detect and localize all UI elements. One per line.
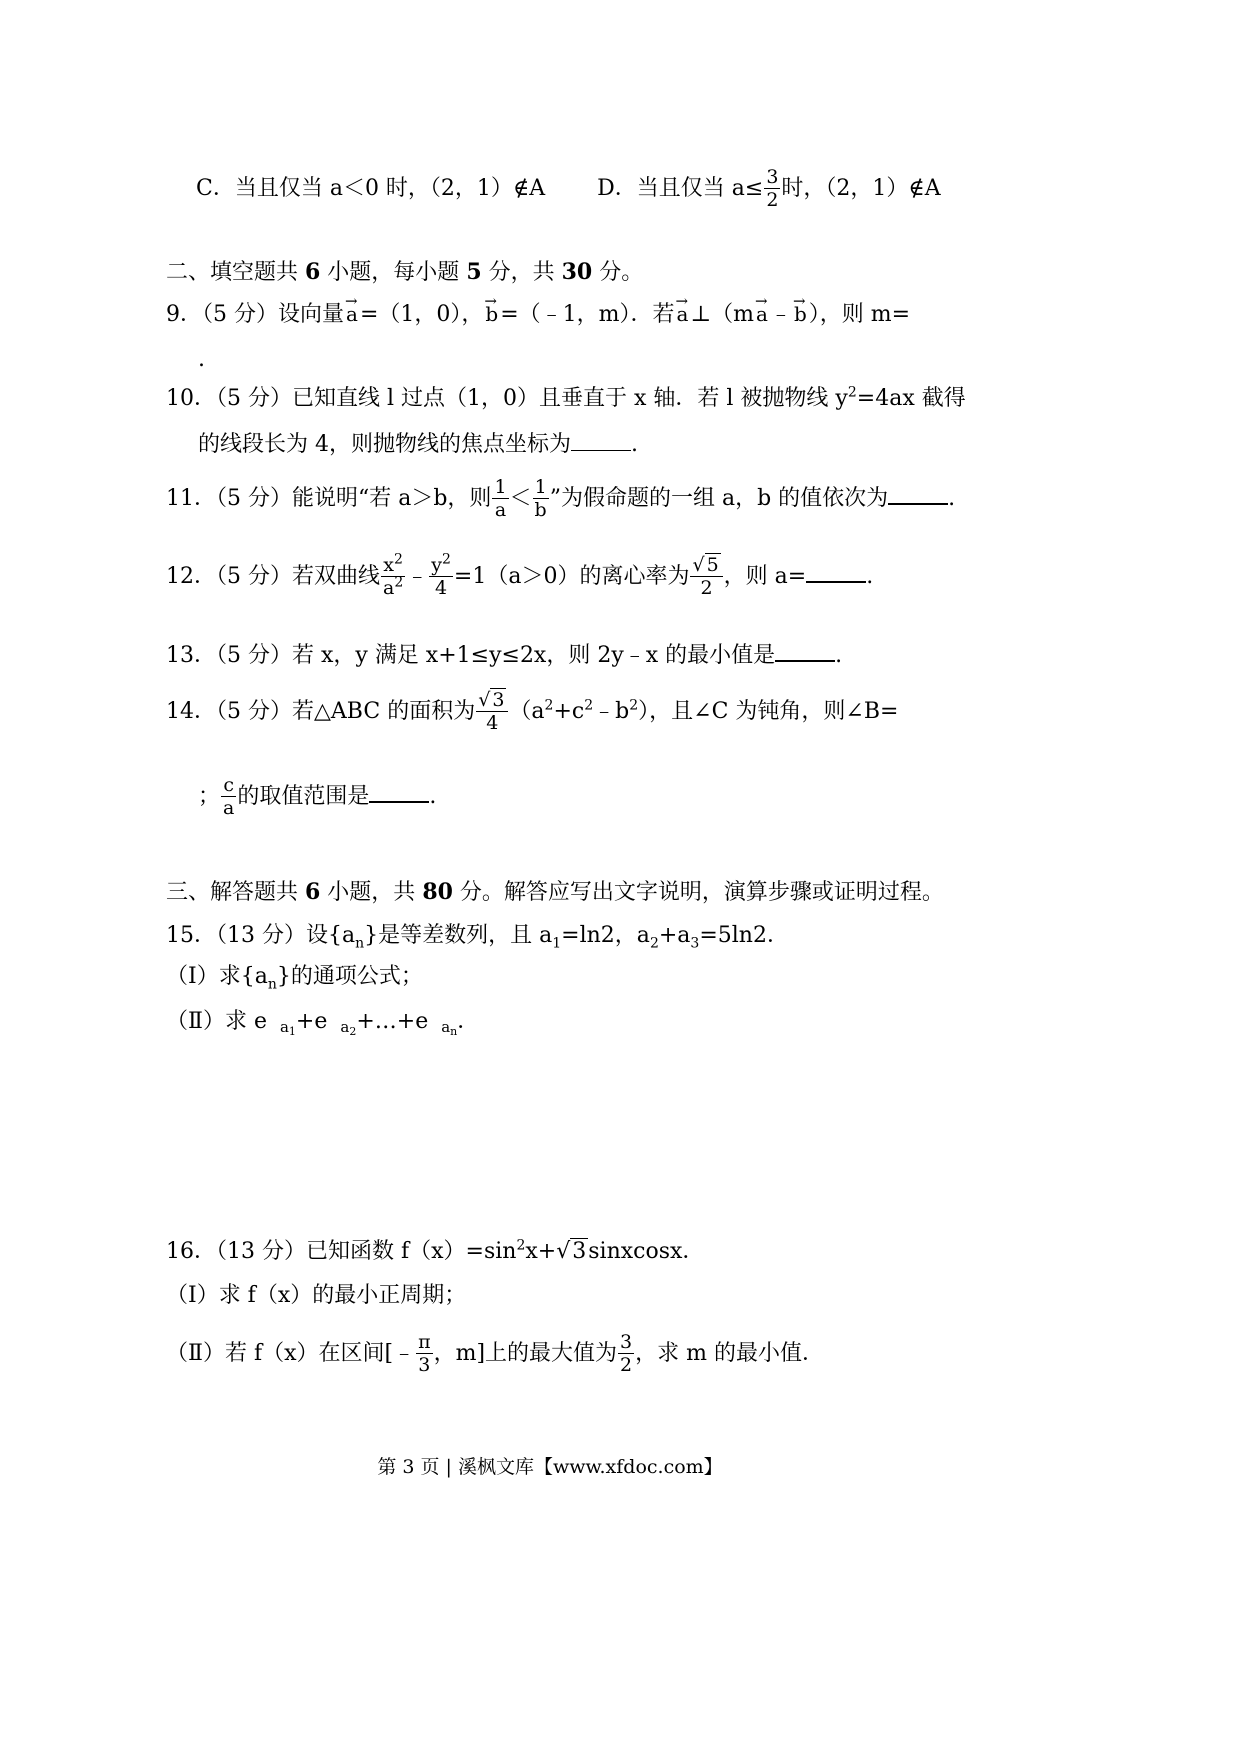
fraction-x2-over-a2 — [381, 551, 405, 599]
question-text: +e — [295, 1009, 328, 1034]
fraction-denominator: 4 — [435, 577, 448, 599]
superscript: 2 — [847, 384, 857, 401]
question-11 — [166, 478, 955, 520]
question-text: （Ⅰ）求{a — [166, 964, 268, 989]
section-heading-answer — [166, 877, 944, 908]
question-text: ”为假命题的一组 a，b 的值依次为 — [549, 486, 889, 511]
superscript: 2 — [442, 551, 451, 568]
question-text: ； — [198, 784, 221, 809]
superscript: 2 — [394, 551, 403, 568]
question-15-part-1 — [166, 962, 423, 992]
question-text: =ln2，a — [561, 923, 650, 948]
fraction-denominator — [381, 574, 405, 599]
question-12 — [166, 551, 874, 599]
question-text: ，则 a= — [723, 564, 807, 589]
section-text: 小题，每小题 — [320, 260, 467, 285]
fraction-c-over-a — [221, 776, 236, 818]
question-end: . — [835, 643, 843, 668]
exponent — [441, 1018, 457, 1036]
fraction-numerator: √ 3 — [476, 691, 508, 712]
fraction-numerator: 1 — [533, 478, 549, 499]
question-text: （5 分）已知直线 l 过点（1，0）且垂直于 x 轴．若 l 被抛物线 y — [216, 386, 848, 411]
option-c-text: C．当且仅当 a＜0 时，（2，1） — [196, 176, 513, 201]
option-c-d-line — [196, 168, 941, 210]
question-text: 的线段长为 4，则抛物线的焦点坐标为 — [198, 432, 571, 457]
vector-a: → a — [756, 299, 768, 329]
question-text: ﹣b — [593, 699, 630, 724]
fraction-numerator: 3 — [620, 1331, 633, 1353]
question-text: （5 分）设向量 — [202, 302, 344, 327]
question-15 — [166, 921, 789, 951]
section-heading-fill-blank — [166, 257, 643, 288]
fraction-pi-over-3 — [416, 1333, 433, 1375]
fraction-numerator: c — [221, 776, 236, 797]
question-number: 12． — [166, 564, 216, 589]
superscript: 2 — [516, 1237, 526, 1254]
section-total: 80 — [422, 879, 453, 905]
exponent-subscript: 1 — [288, 1025, 296, 1038]
question-text: ⊥（m — [690, 302, 754, 327]
fraction-numerator: 1 — [494, 476, 507, 498]
section-text: 二、填空题共 — [166, 260, 305, 285]
question-end: . — [948, 486, 956, 511]
question-text: +a — [658, 923, 691, 948]
question-10-line-2 — [198, 428, 638, 460]
question-text: （13 分）已知函数 f（x）=sin — [216, 1239, 517, 1264]
question-16-part-1: （Ⅰ）求 f（x）的最小正周期； — [166, 1283, 467, 1308]
answer-blank — [775, 638, 835, 662]
question-9 — [166, 299, 910, 330]
minus-sign: ﹣ — [406, 564, 429, 589]
subscript: 1 — [552, 935, 562, 952]
exponent-base: a — [441, 1018, 451, 1036]
question-text: x+ — [525, 1239, 557, 1264]
fraction-3-2 — [764, 168, 780, 210]
subscript: n — [267, 976, 277, 993]
radicand: 3 — [492, 689, 505, 711]
section-text: 分，共 — [481, 260, 562, 285]
question-text: ﹣ — [769, 302, 792, 327]
subscript: n — [355, 935, 365, 952]
subscript: 3 — [690, 935, 700, 952]
fraction-denominator: 2 — [700, 577, 713, 599]
exponent-subscript: 2 — [349, 1025, 357, 1038]
answer-blank — [571, 428, 631, 451]
section-text: 小题，共 — [320, 880, 423, 905]
fraction-sqrt5-over-2 — [690, 556, 722, 598]
question-number: 11． — [166, 486, 216, 511]
question-16: 16．（13 分）已知函数 $f(x)=\sin^2x+√3sinxcosx$． — [166, 1237, 705, 1264]
question-number: 10． — [166, 386, 216, 411]
question-text: }是等差数列，且 a — [364, 923, 553, 948]
question-end: ． — [457, 1009, 480, 1034]
question-end: . — [429, 784, 437, 809]
section-count: 6 — [305, 259, 321, 285]
question-text: （5 分）若△ABC 的面积为 — [216, 699, 476, 724]
variable-x: x — [383, 554, 395, 576]
question-text: ，求 m 的最小值． — [635, 1341, 824, 1366]
not-element-symbol: ∉ — [512, 176, 530, 201]
section-points-each: 5 — [466, 259, 482, 285]
page-footer: 第 3 页 | 溪枫文库【www.xfdoc.com】 — [377, 1456, 723, 1478]
question-text: ），且∠C 为钝角，则∠B= — [638, 699, 899, 724]
question-text: 的取值范围是 — [237, 784, 370, 809]
fraction-numerator: π — [418, 1331, 431, 1353]
question-9-end: . — [198, 347, 205, 372]
superscript: 2 — [629, 697, 639, 714]
section-text: 分。解答应写出文字说明，演算步骤或证明过程。 — [452, 880, 944, 905]
fraction-numerator — [429, 551, 453, 577]
option-c-end: A — [529, 176, 546, 201]
question-text: +…+e — [356, 1009, 429, 1034]
vector-b: → b — [485, 299, 498, 329]
section-text: 三、解答题共 — [166, 880, 305, 905]
question-text: （5 分）若双曲线 — [216, 564, 380, 589]
question-15-part-2 — [166, 1007, 479, 1047]
less-than: ＜ — [509, 486, 532, 511]
fraction-denominator: 2 — [766, 189, 779, 211]
question-text: （5 分）能说明“若 a＞b，则 — [216, 486, 492, 511]
fraction-sqrt3-over-4 — [476, 691, 508, 733]
question-end: . — [866, 564, 874, 589]
question-text: =1（a＞0）的离心率为 — [453, 564, 690, 589]
question-text: （a — [509, 699, 545, 724]
question-number: 13． — [166, 643, 216, 668]
section-text: 分。 — [592, 260, 644, 285]
section-total: 30 — [561, 259, 593, 285]
question-16-part-2 — [166, 1333, 824, 1375]
answer-blank — [806, 559, 866, 583]
option-d-end: A — [924, 176, 941, 201]
question-14-line-2 — [198, 776, 436, 818]
option-d-text-2: 时，（2，1） — [781, 176, 909, 201]
not-element-symbol: ∉ — [908, 176, 925, 201]
question-text: sinxcosx． — [588, 1239, 705, 1264]
exponent — [280, 1018, 296, 1036]
fraction-denominator: 2 — [620, 1354, 633, 1376]
question-text: =4ax 截得 — [856, 386, 966, 411]
exponent-base: a — [279, 1018, 289, 1036]
variable-y: y — [431, 554, 442, 576]
exponent — [340, 1018, 356, 1036]
question-text: ），则 m= — [808, 302, 911, 327]
question-14-line-1 — [166, 691, 898, 733]
question-13 — [166, 638, 842, 671]
radicand: 5 — [706, 554, 719, 576]
fraction-denominator: a — [494, 499, 507, 521]
option-d-text: D．当且仅当 a≤ — [597, 176, 764, 201]
question-text: （5 分）若 x，y 满足 x+1≤y≤2x，则 2y﹣x 的最小值是 — [216, 643, 776, 668]
question-text: （13 分）设{a — [216, 923, 356, 948]
vector-b: → b — [794, 299, 807, 329]
variable-a: a — [383, 577, 395, 599]
question-10-line-1 — [166, 384, 966, 414]
question-text: +c — [553, 699, 585, 724]
question-text: }的通项公式； — [276, 964, 423, 989]
fraction-numerator: 3 — [766, 166, 779, 188]
answer-blank — [369, 779, 429, 803]
answer-blank — [888, 481, 948, 505]
exponent-subscript: n — [450, 1025, 458, 1038]
fraction-denominator: b — [534, 499, 547, 521]
fraction-denominator: 4 — [486, 712, 499, 734]
question-number: 14． — [166, 699, 216, 724]
superscript: 2 — [544, 697, 554, 714]
question-end: . — [631, 432, 638, 457]
superscript: 2 — [394, 574, 404, 591]
radicand: 3 — [572, 1239, 587, 1264]
fraction-1-over-a — [492, 478, 508, 520]
question-text: =5ln2． — [699, 923, 789, 948]
question-text: =（﹣1，m）．若 — [500, 302, 675, 327]
question-number: 9． — [166, 302, 202, 327]
fraction-denominator: 3 — [418, 1354, 431, 1376]
fraction-denominator: a — [223, 797, 235, 819]
subscript: 2 — [649, 935, 659, 952]
question-text: ，m]上的最大值为 — [433, 1341, 618, 1366]
fraction-3-2 — [618, 1333, 634, 1375]
question-number: 15． — [166, 923, 216, 948]
fraction-y2-over-4 — [429, 551, 453, 599]
question-number: 16． — [166, 1239, 216, 1264]
question-text: （Ⅱ）若 f（x）在区间[﹣ — [166, 1341, 416, 1366]
question-text: （Ⅱ）求 e — [166, 1009, 267, 1034]
vector-a: → a — [346, 299, 358, 329]
exponent-base: a — [340, 1018, 350, 1036]
vector-a: → a — [676, 299, 688, 329]
question-text: =（1，0）， — [359, 302, 484, 327]
superscript: 2 — [584, 697, 594, 714]
fraction-numerator: √ 5 — [690, 556, 722, 577]
section-count: 6 — [305, 879, 321, 905]
fraction-1-over-b — [533, 478, 549, 520]
